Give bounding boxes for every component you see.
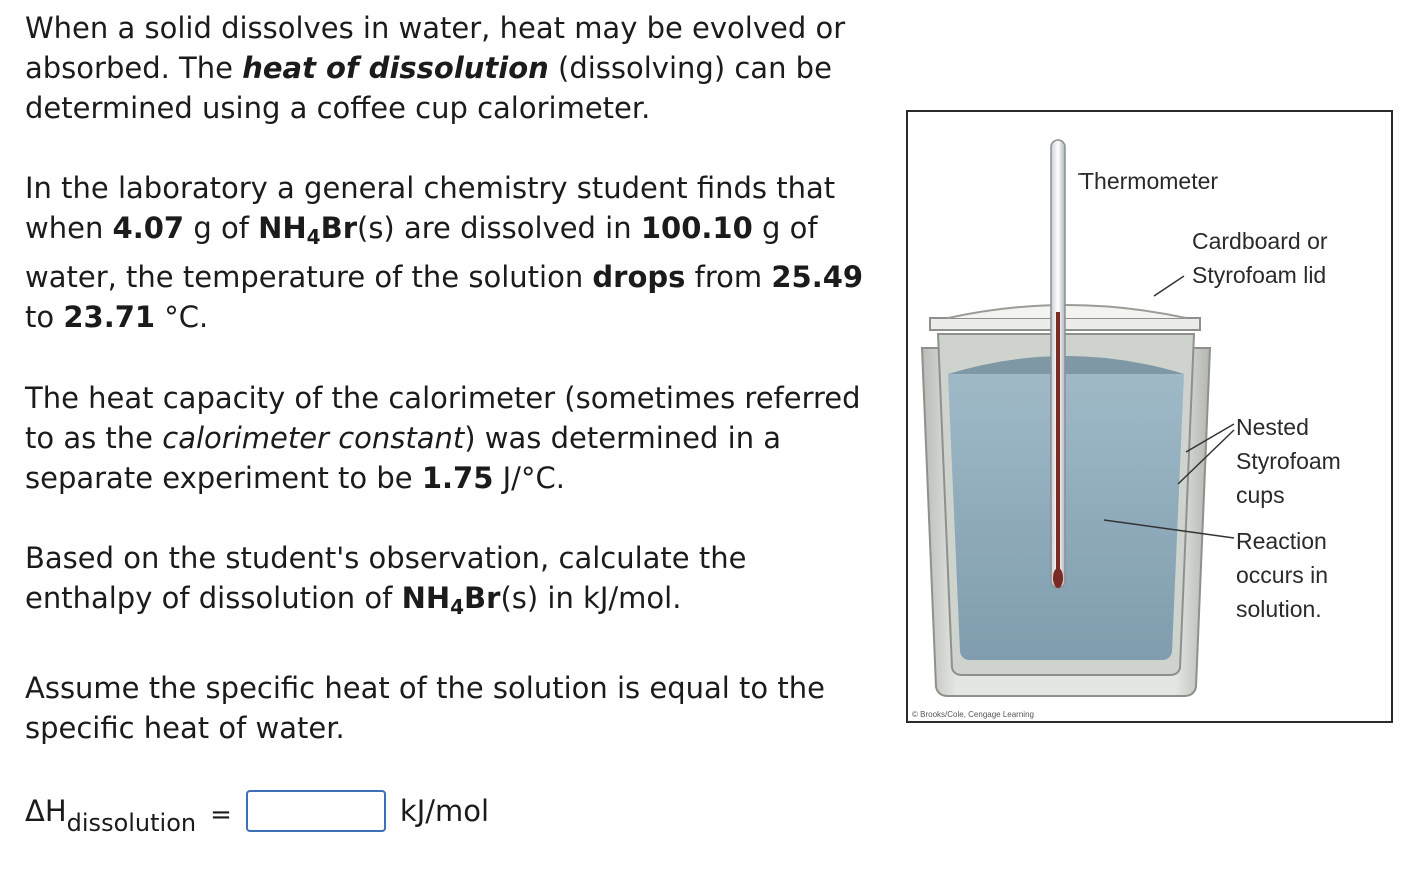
capacity-paragraph [25, 378, 905, 498]
text-span: when [25, 211, 113, 245]
lab-line-3 [25, 257, 905, 297]
water-mass: 100.10 [640, 211, 753, 245]
formula-nh: NH [258, 211, 307, 245]
text-span: from [685, 260, 772, 294]
delta-h-symbol: ΔH [25, 794, 67, 828]
answer-unit: kJ/mol [399, 794, 490, 828]
text-span: separate experiment to be [25, 461, 422, 495]
text-span: (dissolving) can be [548, 51, 832, 85]
calorimeter-constant-value: 1.75 [421, 461, 494, 495]
intro-line-2 [25, 48, 845, 88]
lab-line-1: In the laboratory a general chemistry student finds that [25, 171, 836, 205]
lid-leader [1154, 276, 1184, 296]
drops-term: drops [592, 260, 686, 294]
formula-subscript-value: 4 [450, 595, 465, 619]
formula-subscript [450, 595, 464, 619]
text-span: J/°C. [493, 461, 565, 495]
lab-paragraph [25, 168, 905, 337]
text-span: absorbed. The [25, 51, 243, 85]
lab-line-2 [25, 208, 905, 248]
text-span: g of [752, 211, 818, 245]
text-span: (s) in kJ/mol. [500, 581, 682, 615]
delta-h-label [25, 794, 197, 837]
text-span: ) was determined in a [464, 421, 782, 455]
assume-line-2: specific heat of water. [25, 711, 345, 745]
lid-label: Cardboard or Styrofoam lid [1192, 228, 1328, 288]
formula-br: Br [320, 211, 357, 245]
image-credit: © Brooks/Cole, Cengage Learning [912, 710, 1034, 719]
delta-h-subscript: dissolution [66, 809, 197, 837]
text-span: g of [184, 211, 259, 245]
intro-paragraph [25, 8, 845, 128]
intro-line-1: When a solid dissolves in water, heat may be evolved or [25, 11, 846, 45]
text-span: °C. [155, 300, 209, 334]
task-line-2 [25, 578, 905, 618]
lid-top [948, 305, 1186, 318]
text-span: to as the [25, 421, 163, 455]
final-temperature: 23.71 [63, 300, 156, 334]
task-line-1: Based on the student's observation, calculate the [25, 541, 747, 575]
thermometer-label: Thermometer [1080, 168, 1219, 194]
intro-line-3: determined using a coffee cup calorimeter. [25, 91, 651, 125]
formula-subscript [307, 225, 321, 249]
solute-mass: 4.07 [112, 211, 185, 245]
calorimeter-figure [906, 110, 1393, 723]
capacity-line-1: The heat capacity of the calorimeter (sometimes referred [25, 381, 861, 415]
solution-liquid [948, 374, 1184, 660]
lab-line-4 [25, 297, 905, 337]
formula-br: Br [464, 581, 501, 615]
equals-sign: = [210, 800, 232, 830]
reaction-label: Reaction occurs in solution. [1236, 528, 1329, 622]
calorimeter-constant-term: calorimeter constant [162, 421, 465, 455]
task-paragraph [25, 538, 905, 618]
thermometer-bulb [1053, 568, 1063, 588]
assume-line-1: Assume the specific heat of the solution is equal to the [25, 671, 825, 705]
initial-temperature: 25.49 [771, 260, 864, 294]
thermometer-mercury [1056, 312, 1060, 574]
capacity-line-2 [25, 418, 905, 458]
text-span: water, the temperature of the solution [25, 260, 593, 294]
text-span: to [25, 300, 64, 334]
text-span: enthalpy of dissolution of [25, 581, 402, 615]
heat-of-dissolution-term: heat of dissolution [242, 51, 549, 85]
cups-label: Nested Styrofoam cups [1236, 414, 1341, 508]
text-span: (s) are dissolved in [357, 211, 641, 245]
answer-input[interactable] [246, 790, 386, 832]
answer-row [25, 786, 489, 836]
formula-subscript-value: 4 [306, 225, 321, 249]
formula-nh: NH [401, 581, 451, 615]
assumption-paragraph [25, 668, 905, 748]
capacity-line-3 [25, 458, 905, 498]
